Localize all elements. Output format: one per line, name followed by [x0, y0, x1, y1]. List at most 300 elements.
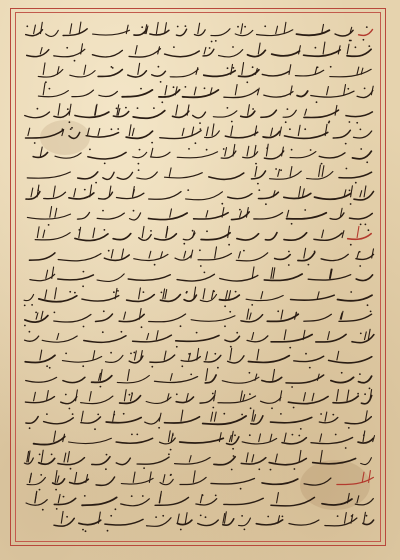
script-word-stroke: [329, 357, 372, 363]
script-dot: [141, 326, 143, 328]
script-word-stroke: [96, 477, 115, 485]
script-dot: [305, 353, 307, 355]
script-line: [33, 144, 371, 164]
script-dot: [206, 149, 208, 151]
script-dot: [292, 434, 294, 436]
script-ascender: [53, 186, 55, 197]
script-dot: [227, 67, 229, 69]
script-word-stroke: [270, 171, 302, 179]
script-dot: [204, 87, 206, 89]
script-dot: [181, 365, 183, 367]
script-word-stroke: [62, 357, 101, 363]
script-dot: [223, 148, 225, 150]
script-dot: [235, 291, 237, 293]
script-ascender: [198, 23, 200, 33]
script-word-stroke: [224, 90, 258, 98]
script-word-stroke: [78, 172, 98, 179]
script-ascender: [323, 42, 325, 54]
script-ascender: [362, 472, 364, 482]
script-dot: [121, 331, 123, 333]
script-dot: [187, 189, 189, 191]
script-line: [35, 226, 371, 245]
script-word-stroke: [267, 314, 298, 321]
script-word-stroke: [353, 151, 372, 159]
script-word-stroke: [134, 254, 168, 260]
script-ascender: [151, 148, 153, 156]
script-dot: [366, 26, 368, 28]
script-word-stroke: [106, 355, 123, 362]
script-dot: [271, 407, 273, 409]
script-dot: [234, 434, 236, 436]
script-word-stroke: [165, 51, 200, 57]
script-dot: [280, 413, 282, 415]
script-dot: [97, 414, 99, 416]
script-ascender: [185, 513, 187, 524]
script-dot: [347, 88, 349, 90]
script-word-stroke: [264, 274, 302, 281]
script-dot: [83, 271, 85, 273]
script-dot: [267, 516, 269, 518]
script-dot: [160, 81, 162, 83]
script-ascender: [228, 226, 230, 237]
script-dot: [368, 229, 370, 231]
script-dot: [161, 292, 163, 294]
script-ascender: [170, 209, 172, 217]
script-ascender: [261, 292, 263, 299]
script-word-stroke: [283, 110, 296, 117]
script-dot: [204, 272, 206, 274]
script-ascender: [149, 472, 151, 483]
script-dot: [137, 107, 139, 109]
script-word-stroke: [130, 213, 141, 220]
script-word-stroke: [359, 30, 373, 36]
script-ascender: [351, 186, 353, 197]
script-line: [26, 185, 374, 205]
script-ascender: [284, 22, 286, 33]
script-dot: [29, 331, 31, 333]
script-dot: [110, 515, 112, 517]
script-dot: [55, 489, 57, 491]
script-word-stroke: [30, 274, 55, 280]
script-dot: [298, 435, 300, 437]
script-dot: [111, 128, 113, 130]
script-word-stroke: [58, 254, 101, 261]
script-word-stroke: [314, 233, 342, 240]
script-word-stroke: [155, 377, 198, 383]
script-ascender: [287, 210, 289, 217]
script-ascender: [299, 187, 301, 197]
script-dot: [275, 168, 277, 170]
script-ascender: [135, 46, 137, 54]
script-word-stroke: [177, 274, 214, 281]
script-word-stroke: [116, 458, 130, 464]
script-ascender: [215, 247, 217, 258]
script-word-stroke: [34, 437, 65, 445]
script-ascender: [113, 411, 115, 421]
script-ascender: [189, 456, 191, 462]
script-word-stroke: [356, 275, 372, 281]
script-ascender: [54, 431, 56, 442]
script-dot: [130, 353, 132, 355]
script-dot: [368, 45, 370, 47]
script-word-stroke: [117, 376, 149, 383]
script-word-stroke: [24, 295, 33, 301]
script-word-stroke: [170, 69, 198, 77]
script-word-stroke: [297, 91, 308, 96]
script-dot: [349, 190, 351, 192]
script-word-stroke: [331, 377, 354, 382]
script-dot: [65, 394, 67, 396]
script-dot: [332, 414, 334, 416]
script-ascender: [43, 63, 45, 75]
script-ascender: [258, 43, 260, 54]
script-ascender: [177, 514, 179, 523]
script-word-stroke: [92, 50, 122, 57]
script-dot: [104, 229, 106, 231]
script-dot: [224, 305, 226, 307]
script-word-stroke: [237, 234, 259, 240]
script-dot: [133, 210, 135, 212]
script-ascender: [132, 128, 134, 135]
script-dot: [66, 47, 68, 49]
script-ascender: [182, 128, 184, 135]
script-dot: [233, 455, 235, 457]
script-dot: [304, 209, 306, 211]
script-dot: [223, 413, 225, 415]
script-word-stroke: [265, 233, 277, 240]
script-ascender: [357, 226, 359, 237]
script-dot: [84, 189, 86, 191]
script-dot: [341, 372, 343, 374]
script-word-stroke: [79, 520, 101, 524]
script-ascender: [304, 248, 306, 258]
script-dot: [39, 489, 41, 491]
script-word-stroke: [93, 30, 130, 35]
script-ascender: [345, 513, 347, 524]
script-ascender: [305, 109, 307, 115]
script-line: [26, 410, 371, 430]
script-word-stroke: [358, 438, 373, 443]
script-word-stroke: [339, 314, 372, 321]
script-dot: [196, 332, 198, 334]
script-dot: [364, 88, 366, 90]
script-dot: [177, 26, 179, 28]
script-ascender: [204, 47, 206, 54]
script-word-stroke: [186, 192, 223, 200]
script-word-stroke: [97, 213, 124, 219]
script-dot: [213, 290, 215, 292]
script-word-stroke: [291, 295, 335, 300]
script-ascender: [169, 168, 171, 177]
script-dot: [221, 203, 223, 205]
script-dot: [349, 40, 351, 42]
script-ascender: [126, 25, 128, 33]
script-dot: [304, 128, 306, 130]
script-dot: [176, 346, 178, 348]
script-dot: [264, 25, 266, 27]
script-dot: [89, 149, 91, 151]
script-dot: [293, 407, 295, 409]
script-word-stroke: [122, 90, 152, 97]
script-line: [30, 267, 373, 287]
script-dot: [131, 434, 133, 436]
script-word-stroke: [261, 110, 277, 117]
script-ascender: [30, 473, 32, 482]
script-ascender: [247, 309, 249, 319]
script-word-stroke: [150, 355, 175, 362]
script-word-stroke: [316, 334, 346, 342]
script-word-stroke: [176, 336, 219, 342]
script-dot: [199, 122, 201, 124]
script-ascender: [68, 452, 70, 463]
script-dot: [69, 291, 71, 293]
script-ascender: [298, 125, 300, 135]
script-ascender: [156, 22, 158, 33]
script-ascender: [75, 472, 77, 482]
script-ascender: [111, 250, 113, 258]
script-word-stroke: [319, 153, 345, 158]
script-dot: [249, 393, 251, 395]
script-word-stroke: [271, 417, 312, 422]
script-line: [26, 124, 372, 145]
script-dot: [314, 251, 316, 253]
script-dot: [285, 121, 287, 123]
script-word-stroke: [287, 213, 327, 219]
script-dot: [349, 121, 351, 123]
script-dot: [258, 189, 260, 191]
script-line: [30, 247, 374, 267]
script-line: [24, 450, 371, 470]
script-word-stroke: [113, 112, 128, 117]
script-word-stroke: [225, 336, 240, 341]
script-dot: [295, 312, 297, 314]
script-word-stroke: [92, 457, 110, 465]
script-dot: [294, 468, 296, 470]
script-ascender: [229, 291, 231, 299]
script-ascender: [58, 104, 60, 116]
script-dot: [288, 251, 290, 253]
script-word-stroke: [82, 296, 119, 302]
script-ascender: [284, 330, 286, 340]
script-word-stroke: [209, 173, 244, 179]
script-ascender: [229, 435, 231, 441]
script-word-stroke: [54, 111, 70, 117]
script-ascender: [186, 394, 188, 401]
script-word-stroke: [330, 69, 371, 77]
script-word-stroke: [350, 213, 373, 219]
script-word-stroke: [86, 133, 118, 137]
script-line: [38, 83, 373, 103]
script-dot: [316, 101, 318, 103]
script-word-stroke: [254, 213, 283, 219]
script-dot: [232, 46, 234, 48]
script-word-stroke: [211, 29, 230, 36]
script-word-stroke: [42, 336, 77, 342]
script-word-stroke: [106, 418, 141, 423]
script-word-stroke: [137, 172, 157, 179]
script-word-stroke: [116, 438, 152, 443]
script-word-stroke: [193, 112, 206, 118]
script-dot: [131, 495, 133, 497]
script-ascender: [239, 252, 241, 258]
script-dot: [29, 427, 31, 429]
script-dot: [230, 346, 232, 348]
script-ascender: [165, 86, 167, 95]
script-dot: [287, 108, 289, 110]
script-ascender: [163, 475, 165, 483]
script-ascender: [241, 24, 243, 34]
script-word-stroke: [58, 275, 94, 280]
script-word-stroke: [92, 376, 112, 383]
script-word-stroke: [285, 132, 328, 138]
script-ascender: [231, 431, 233, 441]
script-dot: [236, 332, 238, 334]
script-dot: [72, 413, 74, 415]
script-word-stroke: [128, 71, 147, 77]
script-ascender: [280, 391, 282, 401]
script-dot: [106, 454, 108, 456]
script-dot: [70, 128, 72, 130]
script-dot: [345, 143, 347, 145]
script-ascender: [247, 146, 249, 156]
script-ascender: [299, 450, 301, 462]
script-word-stroke: [200, 396, 215, 404]
script-word-stroke: [97, 274, 124, 282]
script-dot: [309, 367, 311, 369]
script-word-stroke: [297, 30, 330, 35]
script-ascender: [34, 25, 36, 33]
script-word-stroke: [98, 70, 122, 77]
script-dot: [265, 203, 267, 205]
script-ascender: [40, 48, 42, 55]
script-ascender: [37, 227, 39, 238]
script-word-stroke: [103, 172, 114, 179]
script-dot: [186, 291, 188, 293]
script-word-stroke: [46, 30, 59, 36]
script-word-stroke: [175, 255, 192, 260]
script-word-stroke: [346, 112, 372, 117]
script-dot: [360, 224, 362, 226]
script-ascender: [31, 188, 33, 197]
script-dot: [39, 454, 41, 456]
script-dot: [102, 331, 104, 333]
script-dot: [310, 149, 312, 151]
script-word-stroke: [84, 336, 126, 343]
script-dot: [205, 516, 207, 518]
script-ascender: [40, 350, 42, 360]
script-word-stroke: [222, 377, 259, 383]
script-ascender: [364, 512, 366, 523]
script-ascender: [317, 292, 319, 299]
script-ascender: [320, 450, 322, 462]
script-ascender: [276, 26, 278, 33]
script-ascender: [64, 453, 66, 462]
script-ascender: [100, 370, 102, 381]
script-dot: [142, 495, 144, 497]
script-ascender: [259, 434, 261, 442]
script-ascender: [273, 369, 275, 380]
script-dot: [100, 386, 102, 388]
script-word-stroke: [55, 153, 81, 158]
script-word-stroke: [81, 396, 113, 404]
script-dot: [69, 121, 71, 123]
script-dot: [282, 516, 284, 518]
script-dot: [350, 244, 352, 246]
script-ascender: [45, 290, 47, 299]
script-word-stroke: [298, 253, 315, 261]
script-dot: [170, 474, 172, 476]
script-ascender: [231, 126, 233, 136]
script-ascender: [128, 370, 130, 381]
script-dot: [215, 40, 217, 42]
script-dot: [133, 352, 135, 354]
script-word-stroke: [269, 459, 306, 465]
script-dot: [369, 388, 371, 390]
script-dot: [215, 495, 217, 497]
script-ascender: [255, 167, 257, 177]
script-ascender: [181, 410, 183, 421]
script-ascender: [70, 24, 72, 34]
script-line: [24, 287, 372, 307]
script-word-stroke: [63, 377, 85, 382]
script-ascender: [249, 313, 251, 319]
script-dot: [345, 447, 347, 449]
script-word-stroke: [96, 314, 113, 322]
script-ascender: [163, 289, 165, 299]
script-dot: [212, 393, 214, 395]
script-ascender: [47, 391, 49, 401]
script-ascender: [206, 127, 208, 136]
script-dot: [229, 311, 231, 313]
script-word-stroke: [352, 335, 374, 343]
script-ascender: [347, 44, 349, 54]
script-dot: [158, 427, 160, 429]
script-line: [38, 63, 371, 84]
script-dot: [66, 516, 68, 518]
script-word-stroke: [25, 397, 54, 403]
script-ascender: [214, 412, 216, 421]
script-dot: [84, 495, 86, 497]
script-ascender: [299, 46, 301, 54]
script-word-stroke: [213, 111, 237, 117]
script-ascender: [81, 411, 83, 421]
script-word-stroke: [160, 131, 201, 139]
script-dot: [355, 182, 357, 184]
script-dot: [211, 41, 213, 43]
script-word-stroke: [139, 235, 152, 241]
script-word-stroke: [121, 499, 150, 506]
script-word-stroke: [121, 478, 153, 484]
script-dot: [34, 142, 36, 144]
script-dot: [46, 413, 48, 415]
script-ascender: [28, 128, 30, 135]
script-word-stroke: [262, 377, 282, 382]
script-word-stroke: [113, 234, 131, 240]
script-ascender: [281, 310, 283, 319]
script-dot: [252, 108, 254, 110]
script-dot: [330, 66, 332, 68]
script-dot: [200, 515, 202, 517]
script-ascender: [372, 249, 374, 258]
script-ascender: [357, 252, 359, 258]
script-dot: [291, 386, 293, 388]
script-ascender: [271, 128, 273, 136]
script-word-stroke: [99, 91, 118, 96]
script-word-stroke: [311, 91, 354, 97]
script-dot: [350, 203, 352, 205]
script-word-stroke: [99, 192, 113, 199]
script-dot: [46, 365, 48, 367]
